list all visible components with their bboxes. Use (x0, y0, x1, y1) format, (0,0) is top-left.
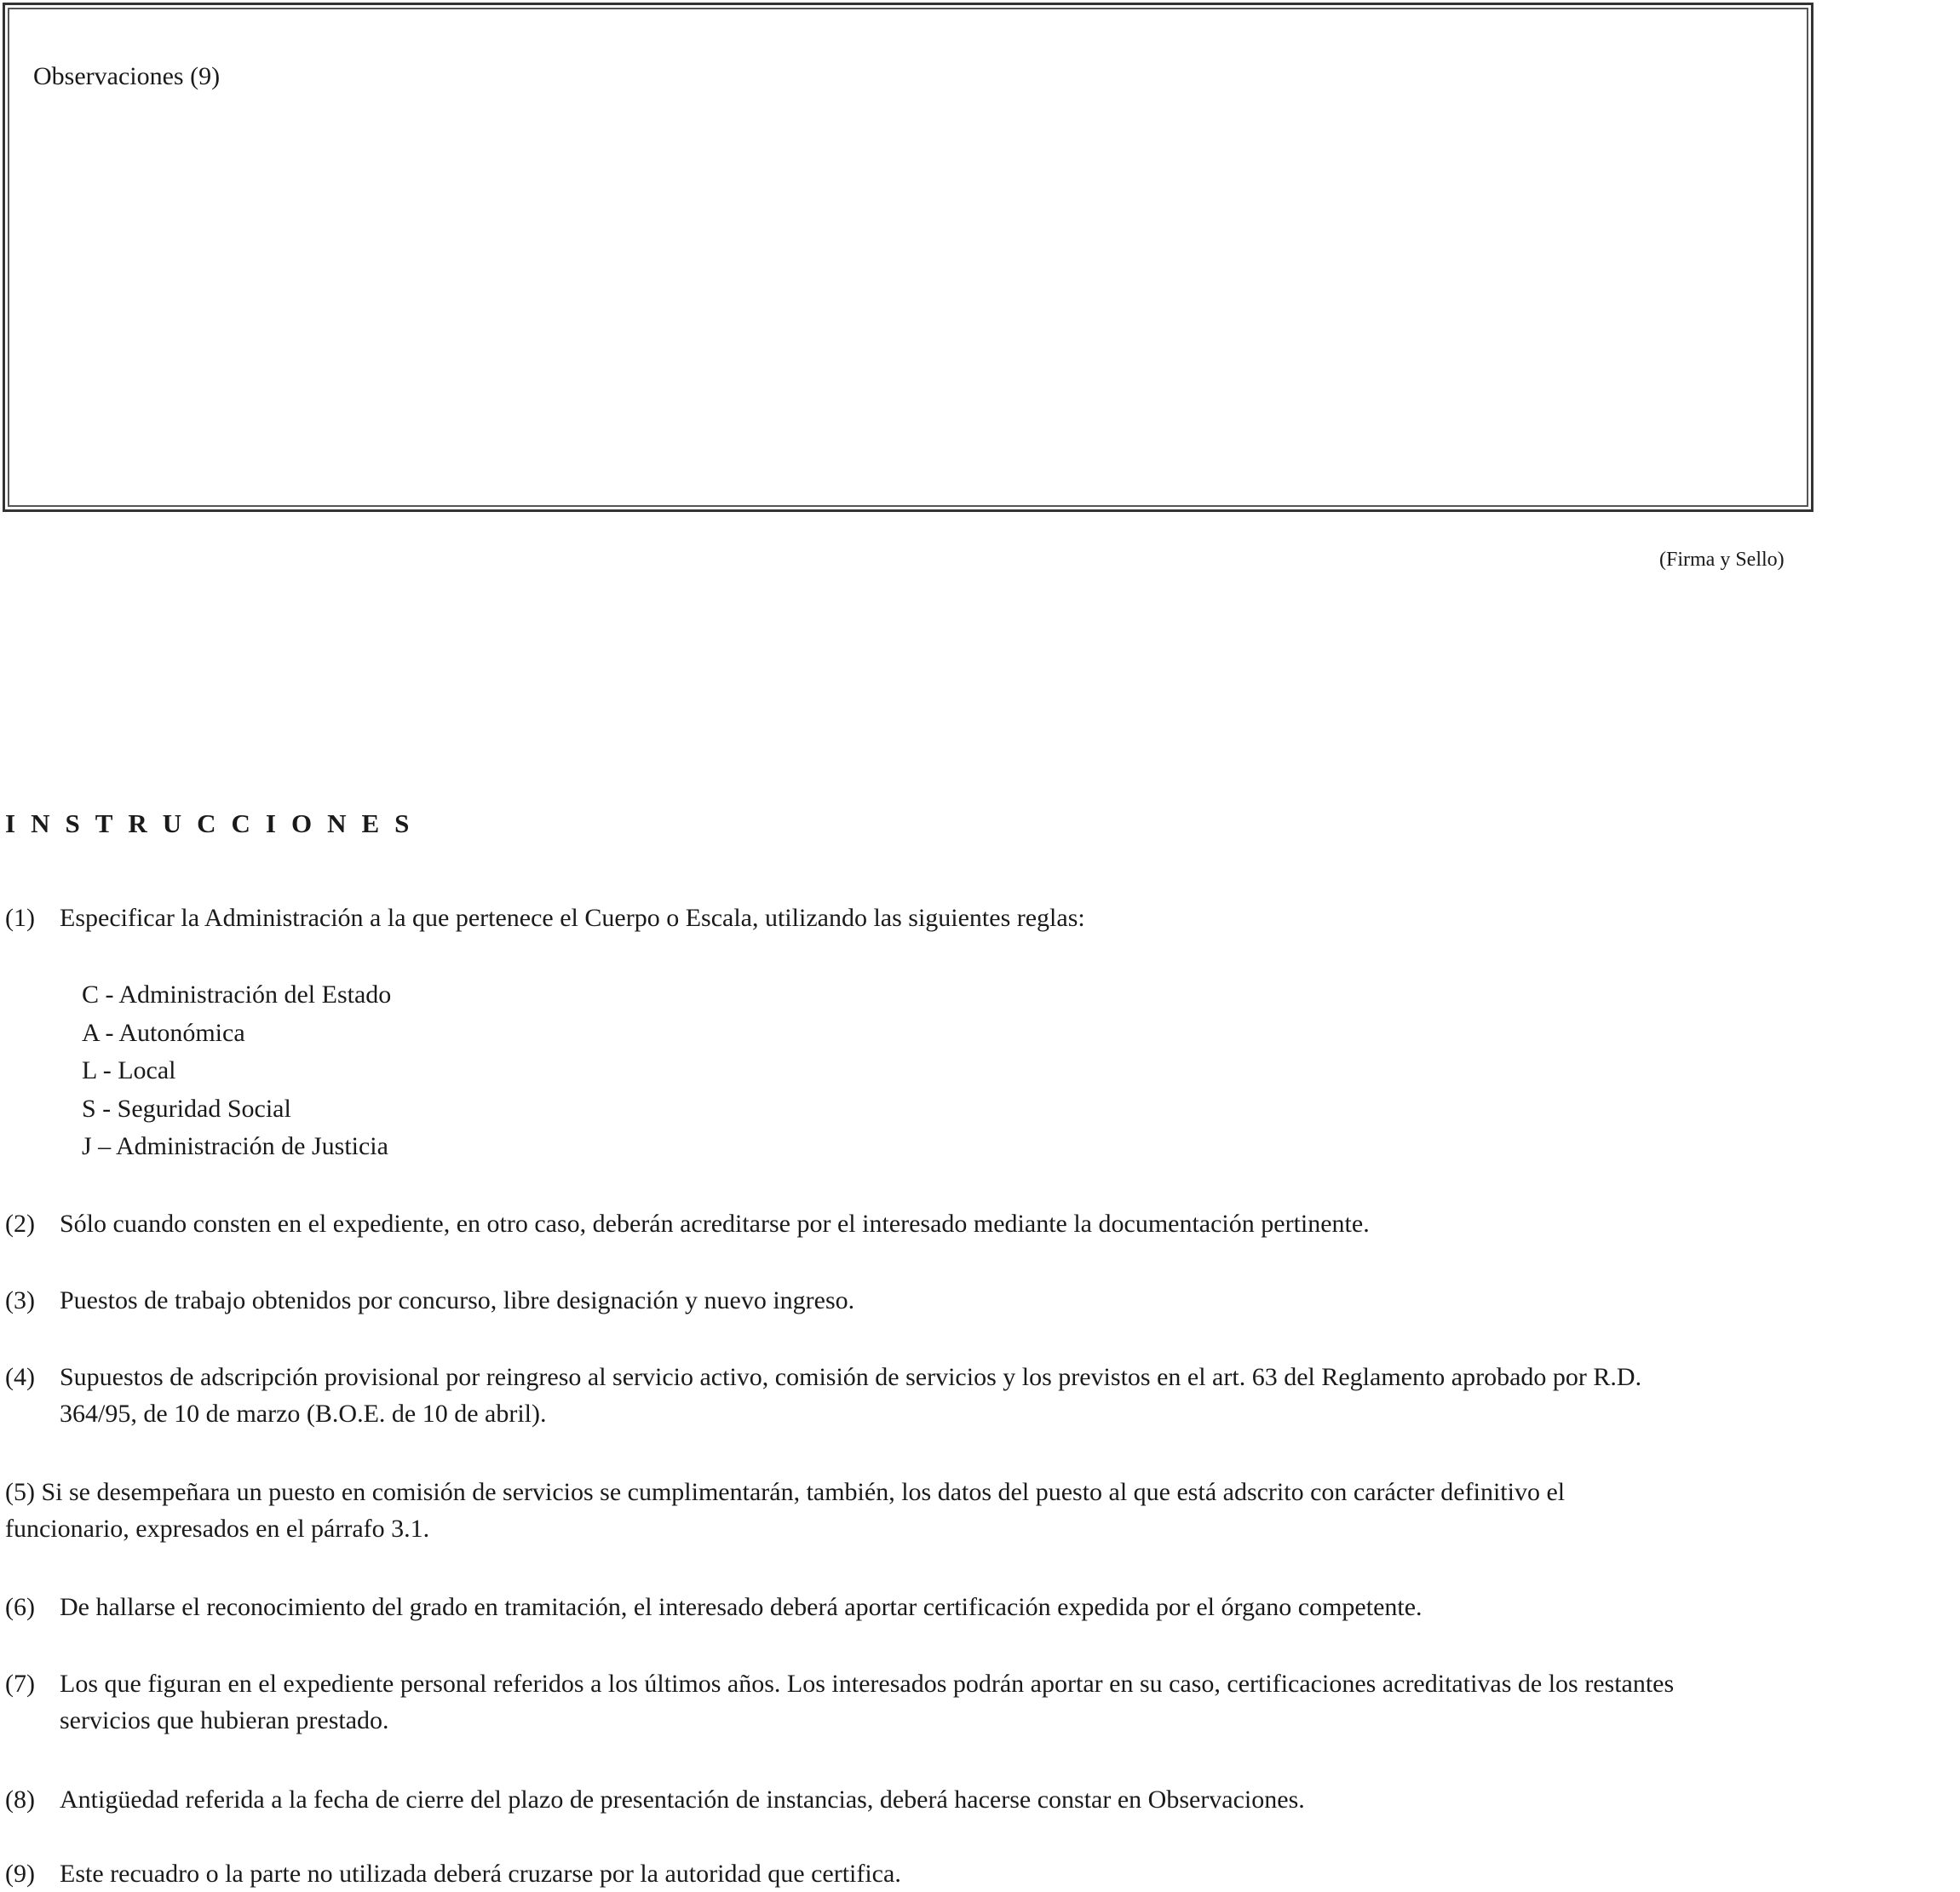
note-1 (5, 900, 1085, 936)
note-9-text: Este recuadro o la parte no utilizada deberá cruzarse por la autoridad que certifica. (60, 1860, 901, 1888)
rule-item-j: J – Administración de Justicia (82, 1132, 388, 1160)
note-2-text: Sólo cuando consten en el expediente, en otro caso, deberán acreditarse por el interesado mediante la documentación pertinente. (60, 1210, 1370, 1238)
rule-item-s: S - Seguridad Social (82, 1094, 291, 1123)
note-7 (5, 1665, 1674, 1739)
instrucciones-heading: INSTRUCCIONES (5, 808, 425, 838)
note-4-text-line2: 364/95, de 10 de marzo (B.O.E. de 10 de abril). (60, 1400, 547, 1428)
administration-rules-list (82, 976, 391, 1166)
note-8 (5, 1781, 1305, 1818)
note-3-text: Puestos de trabajo obtenidos por concurso, libre designación y nuevo ingreso. (60, 1286, 855, 1314)
note-4-number: (4) (5, 1363, 35, 1391)
note-4-text-line1: Supuestos de adscripción provisional por reingreso al servicio activo, comisión de servicios y los previstos en el art. 63 del Reglamento aprobado por R.D. (60, 1363, 1642, 1391)
note-8-number: (8) (5, 1786, 35, 1814)
note-3-number: (3) (5, 1286, 35, 1314)
note-8-text: Antigüedad referida a la fecha de cierre del plazo de presentación de instancias, deberá hacerse constar en Observaciones. (60, 1786, 1305, 1814)
observaciones-label: Observaciones (9) (33, 62, 221, 90)
note-9 (5, 1855, 901, 1892)
note-6-number: (6) (5, 1593, 35, 1621)
note-1-text: Especificar la Administración a la que pertenece el Cuerpo o Escala, utilizando las siguientes reglas: (60, 904, 1085, 932)
rule-item-a: A - Autonómica (82, 1018, 245, 1047)
rule-item-l: L - Local (82, 1056, 176, 1084)
note-5 (5, 1474, 1565, 1547)
note-3 (5, 1282, 854, 1319)
firma-y-sello-label: (Firma y Sello) (1659, 549, 1785, 571)
note-6 (5, 1589, 1423, 1625)
observaciones-box (3, 3, 1813, 512)
note-2 (5, 1205, 1370, 1242)
note-7-text-line1: Los que figuran en el expediente personal referidos a los últimos años. Los interesados podrán aportar en su caso, certificaciones acreditativas de los restantes (60, 1670, 1675, 1698)
note-5-text-line1: (5) Si se desempeñara un puesto en comisión de servicios se cumplimentarán, también, los datos del puesto al que está adscrito con carácter definitivo el (5, 1478, 1566, 1506)
note-1-number: (1) (5, 904, 35, 932)
note-7-number: (7) (5, 1670, 35, 1698)
note-5-text-line2: funcionario, expresados en el párrafo 3.1. (5, 1515, 430, 1543)
note-7-text-line2: servicios que hubieran prestado. (60, 1706, 389, 1734)
note-9-number: (9) (5, 1860, 35, 1888)
rule-item-c: C - Administración del Estado (82, 981, 392, 1009)
note-4 (5, 1359, 1641, 1432)
note-2-number: (2) (5, 1210, 35, 1238)
note-6-text: De hallarse el reconocimiento del grado en tramitación, el interesado deberá aportar certificación expedida por el órgano competente. (60, 1593, 1423, 1621)
